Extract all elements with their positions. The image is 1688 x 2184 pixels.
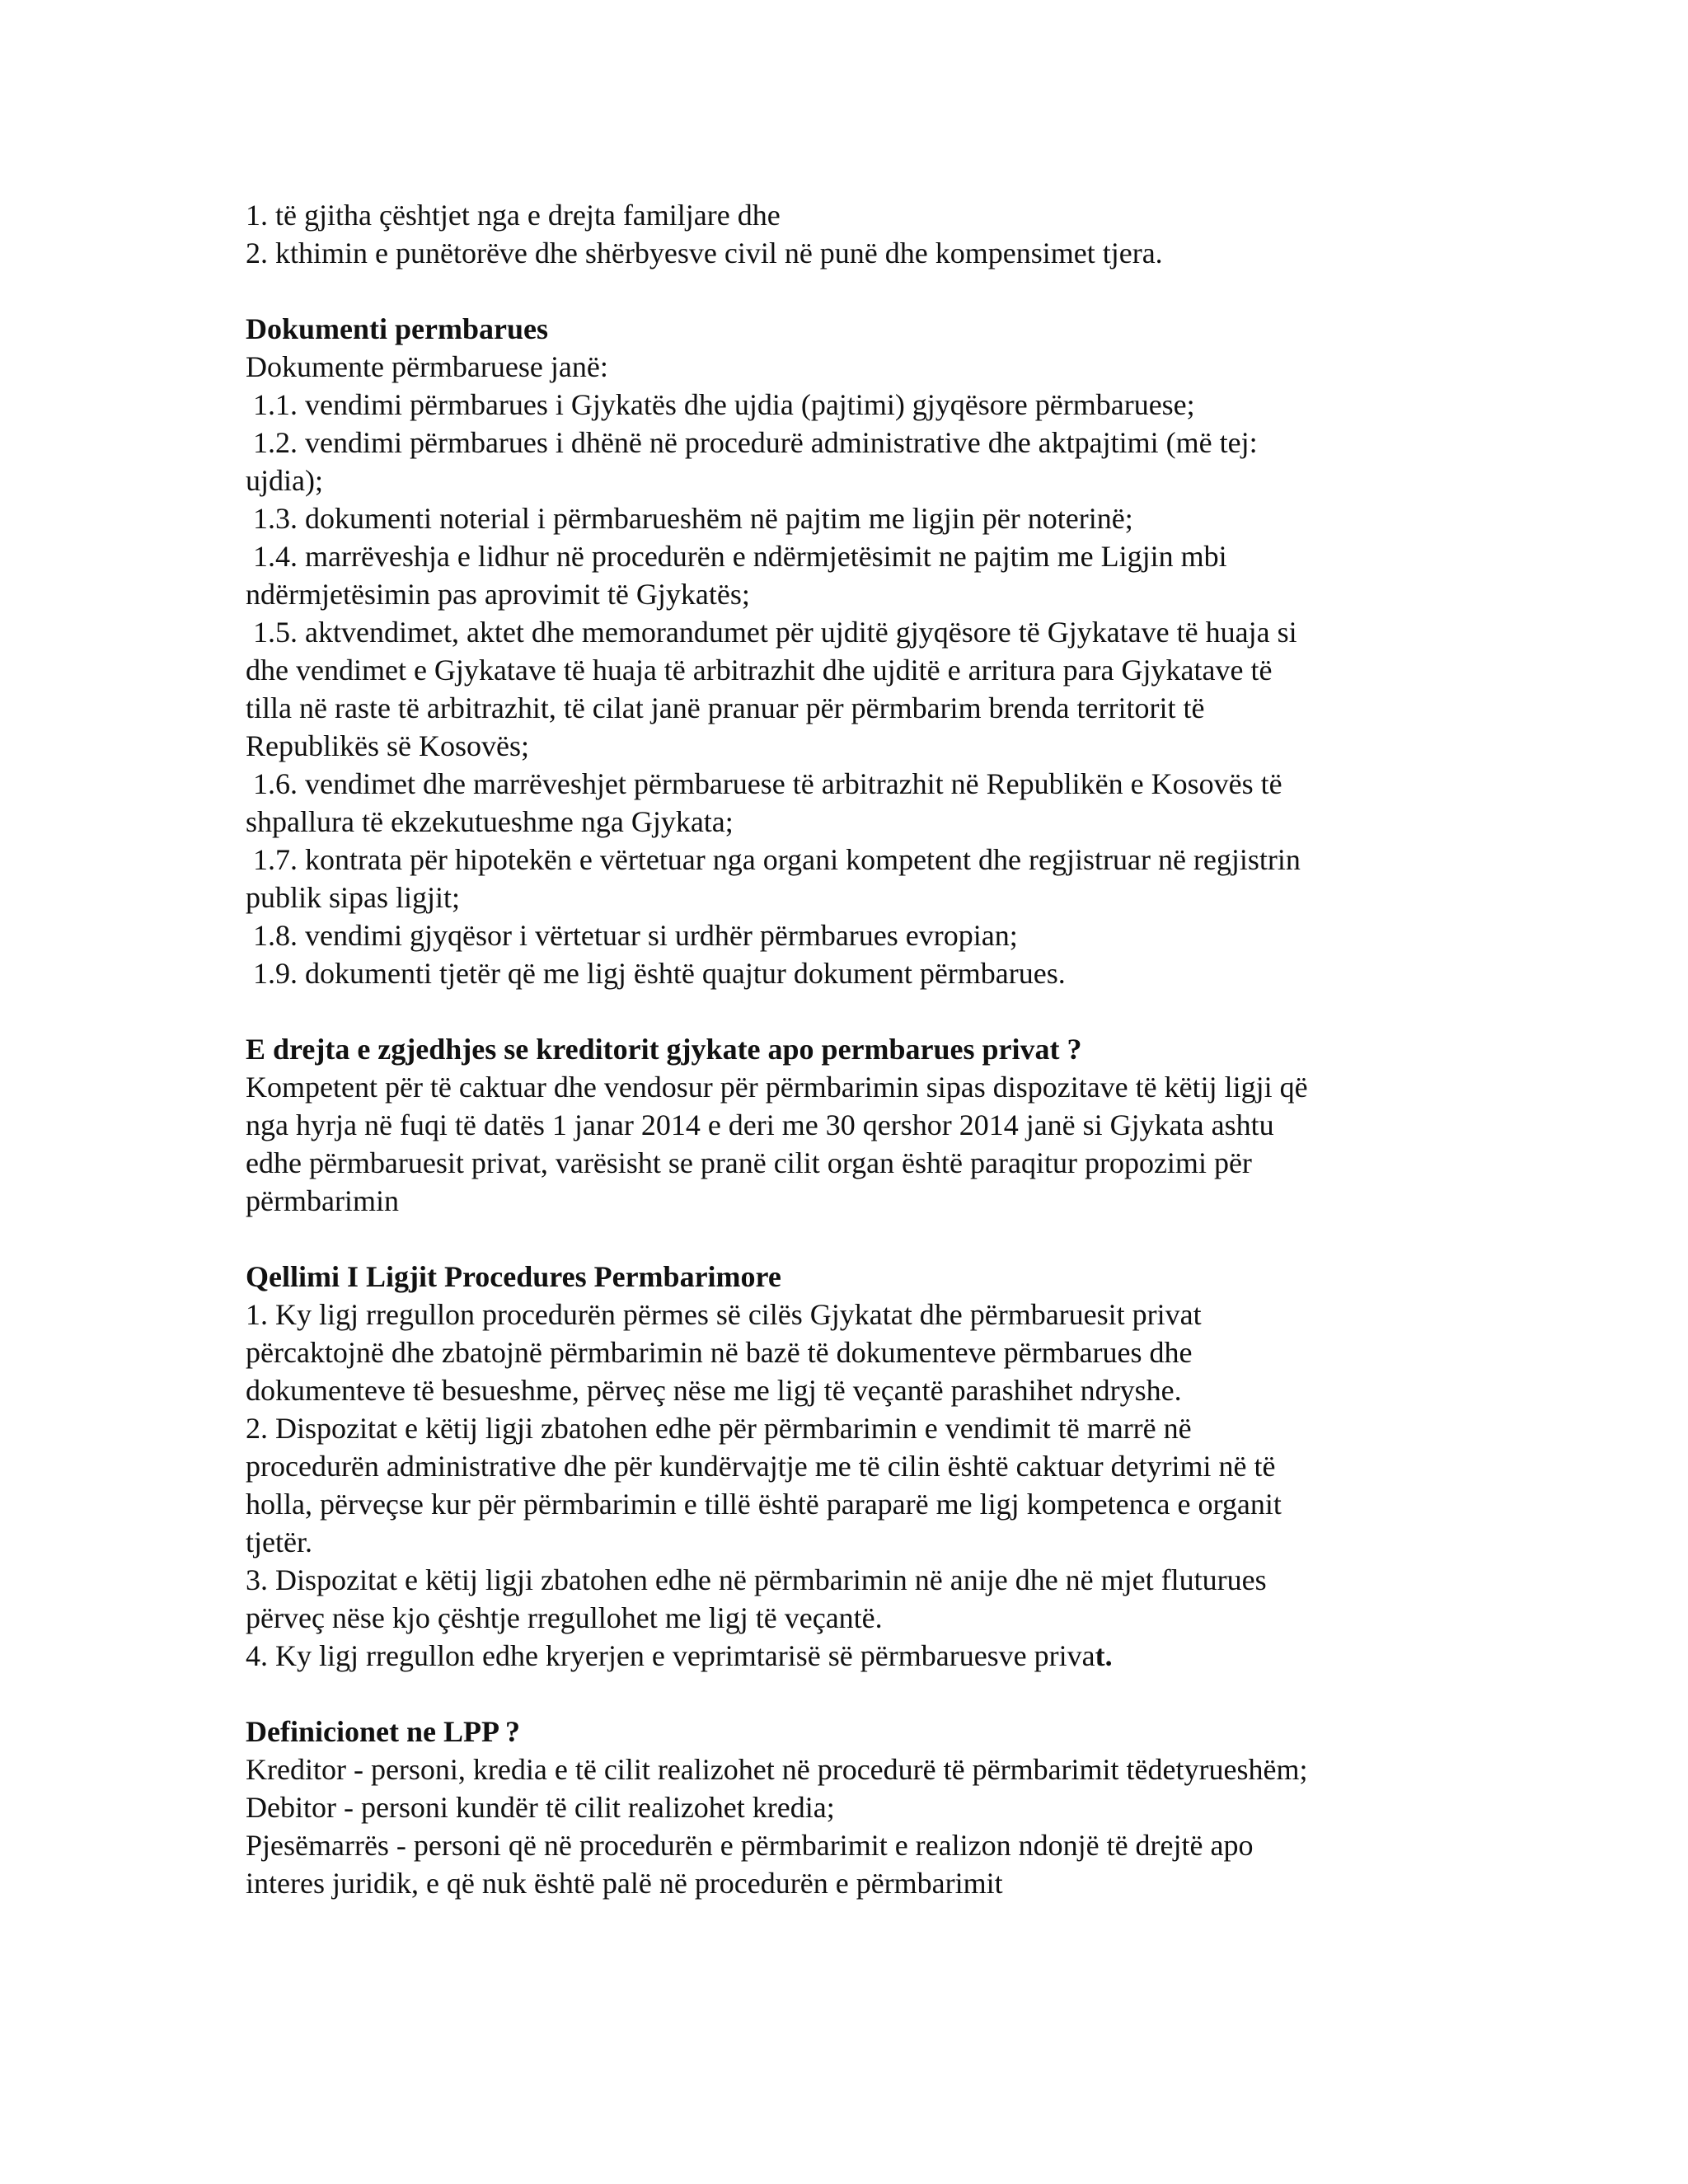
text-line: 1.7. kontrata për hipotekën e vërtetuar nga organi kompetent dhe regjistruar në regjistrin — [246, 843, 1301, 876]
text-line: dokumenteve të besueshme, përveç nëse me ligj të veçantë parashihet ndryshe. — [246, 1374, 1182, 1407]
text-line: ujdia); — [246, 464, 323, 497]
text-line: Debitor - personi kundër të cilit realizohet kredia; — [246, 1791, 835, 1824]
text-line: përcaktojnë dhe zbatojnë përmbarimin në bazë të dokumenteve përmbarues dhe — [246, 1336, 1193, 1369]
text-line: procedurën administrative dhe për kundërvajtje me të cilin është caktuar detyrimi në të — [246, 1450, 1276, 1483]
intro-line: 2. kthimin e punëtorëve dhe shërbyesve civil në punë dhe kompensimet tjera. — [246, 237, 1163, 269]
text-line: 3. Dispozitat e këtij ligji zbatohen edhe në përmbarimin në anije dhe në mjet fluturues — [246, 1563, 1267, 1596]
text-line-bold-tail: t. — [1095, 1639, 1113, 1672]
section-definicionet — [246, 1713, 1449, 1902]
text-line: shpallura të ekzekutueshme nga Gjykata; — [246, 805, 734, 838]
intro-block — [246, 196, 1449, 272]
text-line: 1.9. dokumenti tjetër që me ligj është quajtur dokument përmbarues. — [246, 957, 1066, 990]
text-line: 1.4. marrëveshja e lidhur në procedurën e ndërmjetësimit ne pajtim me Ligjin mbi — [246, 540, 1227, 573]
text-line — [246, 1637, 1449, 1675]
text-line: tjetër. — [246, 1526, 312, 1558]
text-line: Dokumente përmbaruese janë: — [246, 350, 608, 383]
text-line-main: 4. Ky ligj rregullon edhe kryerjen e veprimtarisë së përmbaruesve priva — [246, 1639, 1095, 1672]
text-line: përmbarimin — [246, 1184, 399, 1217]
section-heading: Dokumenti permbarues — [246, 312, 548, 345]
text-line: 1.8. vendimi gjyqësor i vërtetuar si urdhër përmbarues evropian; — [246, 919, 1018, 952]
text-line: 1.1. vendimi përmbarues i Gjykatës dhe ujdia (pajtimi) gjyqësore përmbaruese; — [246, 388, 1195, 421]
text-line: 1.3. dokumenti noterial i përmbarueshëm në pajtim me ligjin për noterinë; — [246, 502, 1133, 535]
text-line: përveç nëse kjo çështje rregullohet me ligj të veçantë. — [246, 1601, 883, 1634]
section-qellimi-ligjit — [246, 1258, 1449, 1675]
text-line: tilla në raste të arbitrazhit, të cilat janë pranuar për përmbarim brenda territorit të — [246, 691, 1205, 724]
text-line: Republikës së Kosovës; — [246, 729, 529, 762]
text-line: holla, përveçse kur për përmbarimin e tillë është paraparë me ligj kompetenca e organit — [246, 1488, 1282, 1521]
section-zgjedhja-kreditorit — [246, 1030, 1449, 1220]
text-line: Kreditor - personi, kredia e të cilit realizohet në procedurë të përmbarimit tëdetyrueshëm; — [246, 1753, 1308, 1786]
text-line: dhe vendimet e Gjykatave të huaja të arbitrazhit dhe ujditë e arritura para Gjykatave të — [246, 654, 1273, 687]
text-line: Kompetent për të caktuar dhe vendosur për përmbarimin sipas dispozitave të këtij ligji që — [246, 1071, 1308, 1104]
text-line: ndërmjetësimin pas aprovimit të Gjykatës; — [246, 578, 750, 611]
text-line: 1.6. vendimet dhe marrëveshjet përmbaruese të arbitrazhit në Republikën e Kosovës të — [246, 767, 1282, 800]
text-line: edhe përmbaruesit privat, varësisht se pranë cilit organ është paraqitur propozimi për — [246, 1146, 1252, 1179]
section-heading: E drejta e zgjedhjes se kreditorit gjykate apo permbarues privat ? — [246, 1033, 1082, 1066]
text-line: Pjesëmarrës - personi që në procedurën e përmbarimit e realizon ndonjë të drejtë apo — [246, 1829, 1254, 1862]
text-line: nga hyrja në fuqi të datës 1 janar 2014 e deri me 30 qershor 2014 janë si Gjykata ashtu — [246, 1108, 1274, 1141]
text-line: publik sipas ligjit; — [246, 881, 461, 914]
section-heading: Definicionet ne LPP ? — [246, 1715, 520, 1748]
intro-line: 1. të gjitha çështjet nga e drejta familjare dhe — [246, 199, 781, 232]
text-line: 2. Dispozitat e këtij ligji zbatohen edhe për përmbarimin e vendimit të marrë në — [246, 1412, 1192, 1445]
text-line: interes juridik, e që nuk është palë në procedurën e përmbarimit — [246, 1867, 1003, 1900]
section-heading: Qellimi I Ligjit Procedures Permbarimore — [246, 1260, 781, 1293]
text-line: 1.2. vendimi përmbarues i dhënë në procedurë administrative dhe aktpajtimi (më tej: — [246, 426, 1258, 459]
text-line: 1.5. aktvendimet, aktet dhe memorandumet për ujditë gjyqësore të Gjykatave të huaja si — [246, 616, 1297, 649]
section-dokumenti-permbarues — [246, 310, 1449, 992]
document-page — [246, 196, 1449, 1902]
text-line: 1. Ky ligj rregullon procedurën përmes së cilës Gjykatat dhe përmbaruesit privat — [246, 1298, 1202, 1331]
